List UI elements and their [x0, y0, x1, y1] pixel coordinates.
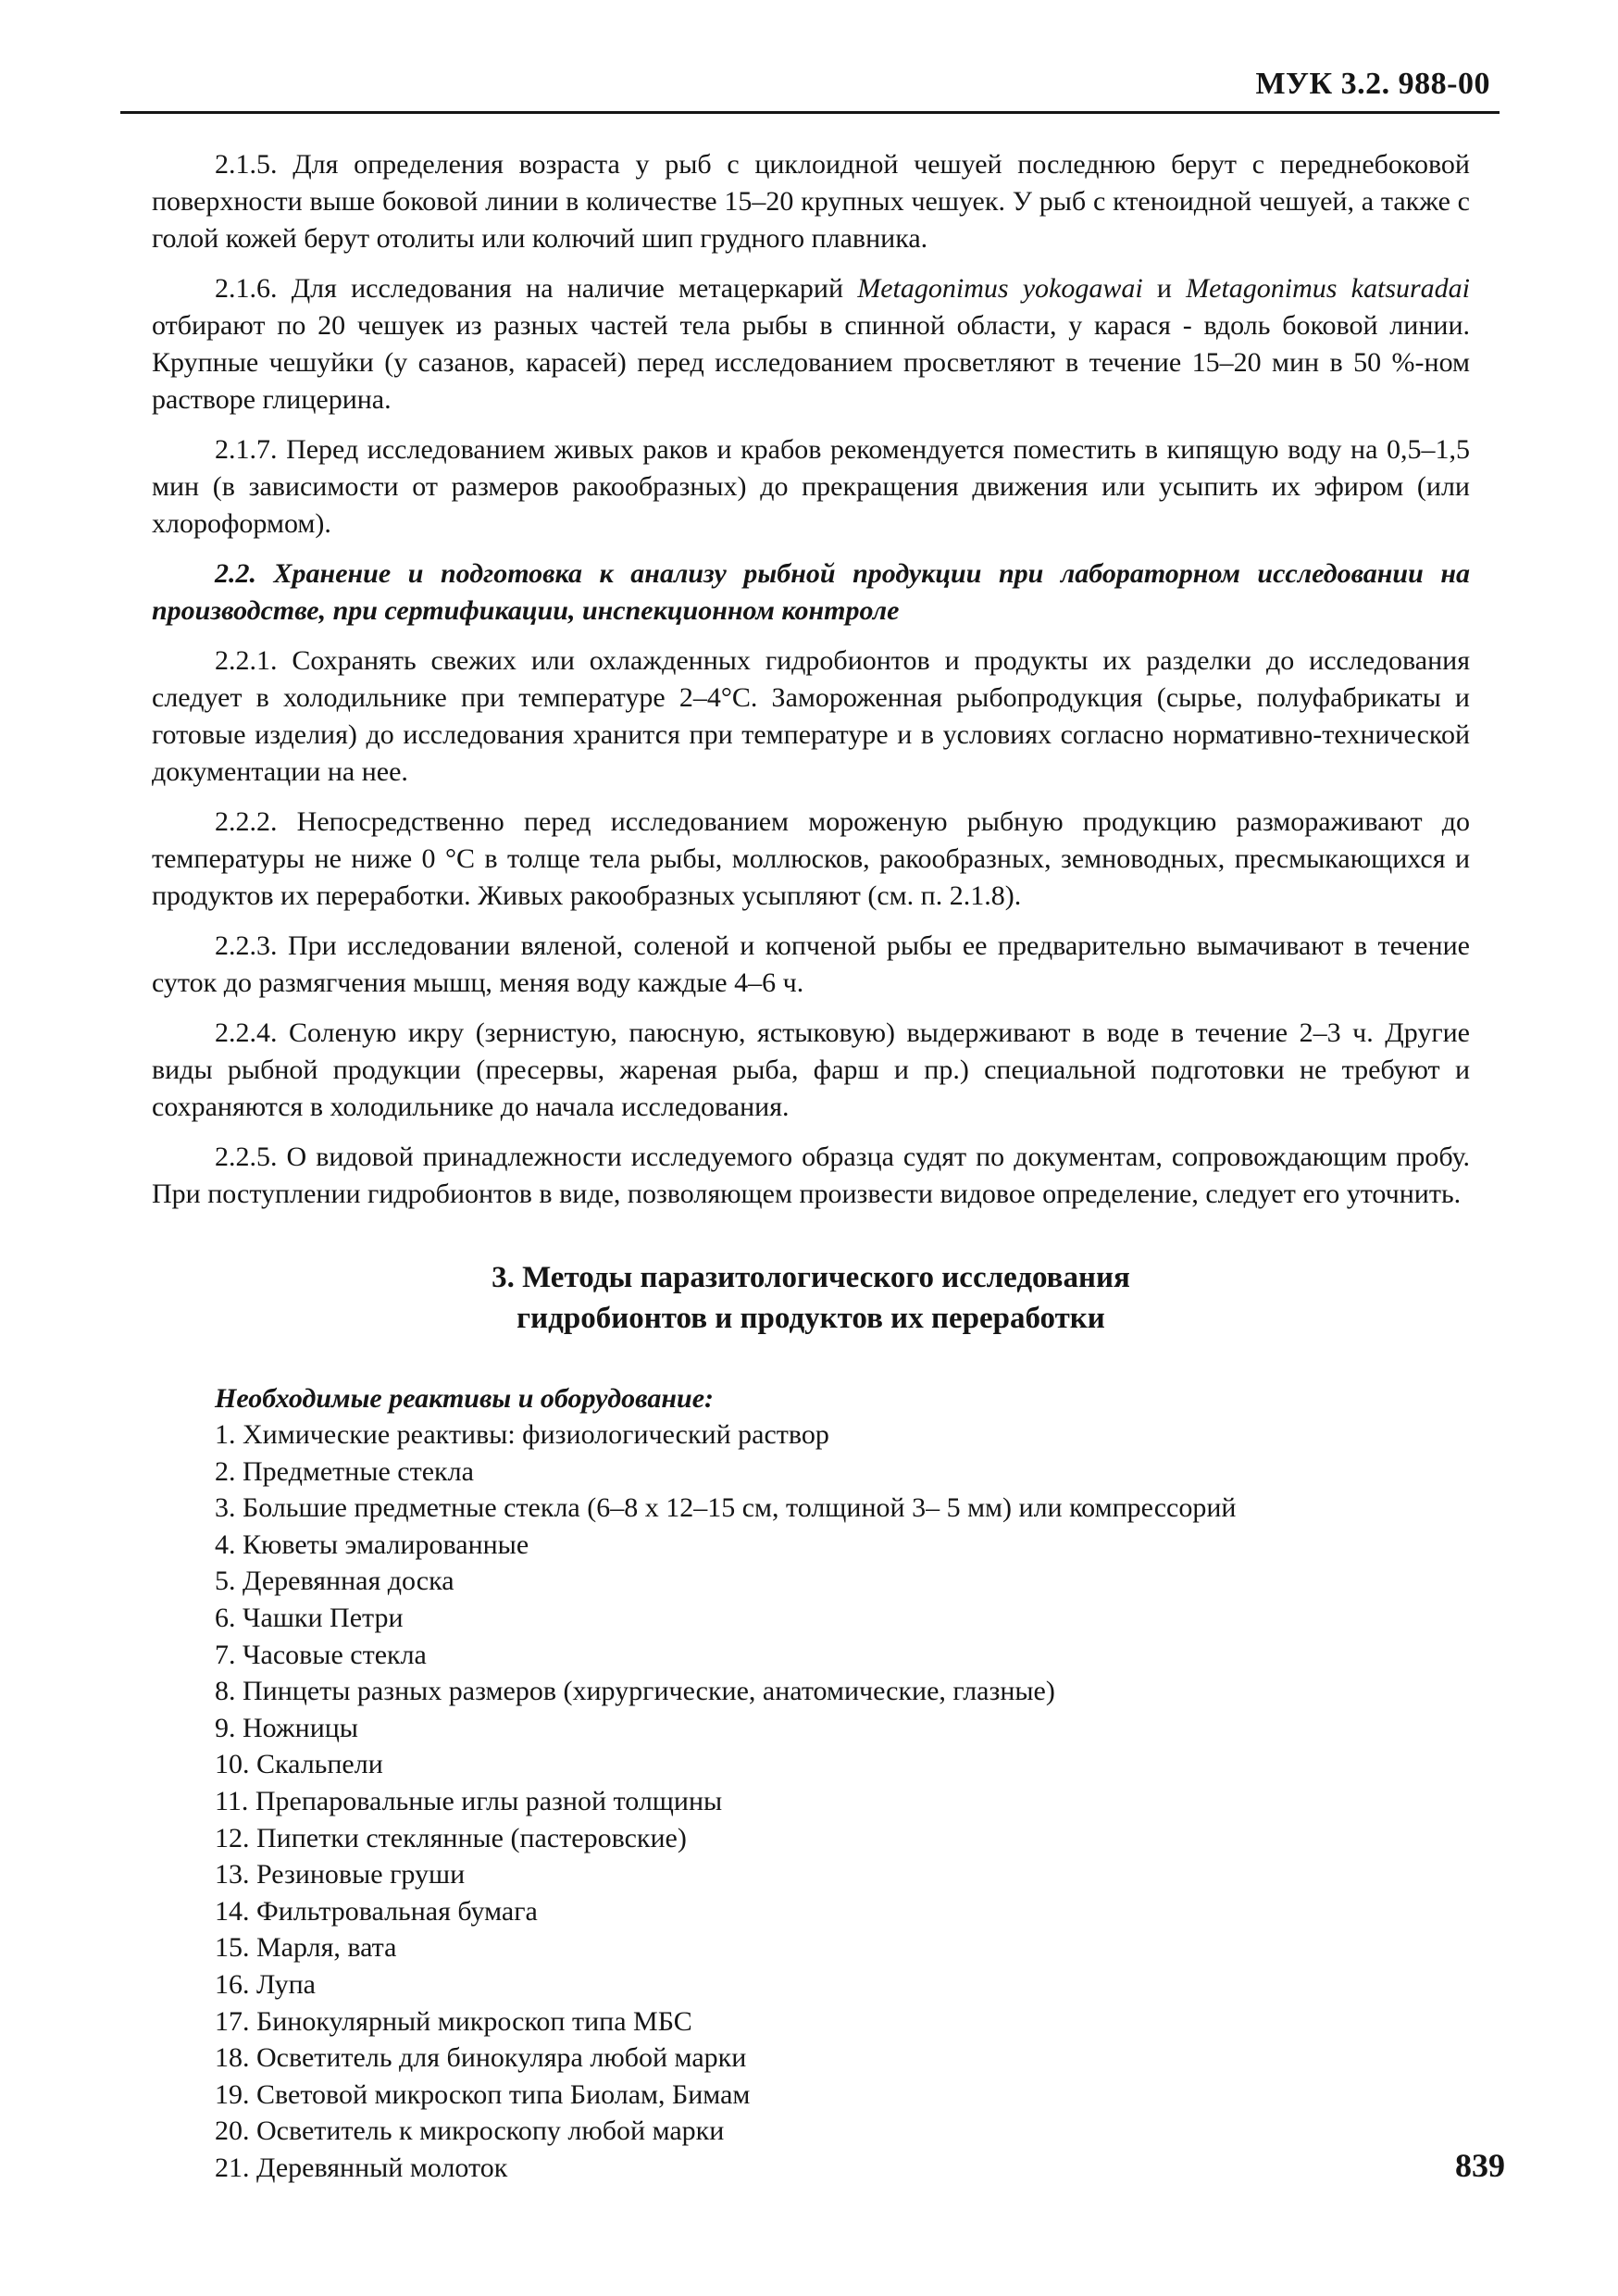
section-3-title — [152, 1257, 1470, 1339]
paragraph-2-1-6-conjunction: и — [1142, 273, 1187, 304]
list-item: 14. Фильтровальная бумага — [215, 1895, 538, 1927]
list-item: 21. Деревянный молоток — [215, 2152, 508, 2183]
page-number: 839 — [1455, 2147, 1505, 2184]
list-item: 9. Ножницы — [215, 1712, 358, 1743]
list-item: 3. Большие предметные стекла (6–8 х 12–15 см, толщиной 3– 5 мм) или компрессорий — [215, 1492, 1237, 1524]
list-item: 20. Осветитель к микроскопу любой марки — [215, 2115, 725, 2147]
paragraph-2-2-5: 2.2.5. О видовой принадлежности исследуемого образца судят по документам, сопровождающим пробу. При поступлении гидробионтов в виде, позволяющем произвести видовое определение, следует его уточнить. — [152, 1142, 1470, 1209]
species-name-yokogawai: Metagonimus yokogawai — [857, 273, 1143, 304]
list-item: 10. Скальпели — [215, 1749, 383, 1780]
document-code-header: МУК 3.2. 988-00 — [1255, 67, 1490, 101]
paragraph-2-1-6-start: 2.1.6. Для исследования на наличие метацеркарий — [215, 273, 858, 304]
list-item: 7. Часовые стекла — [215, 1639, 427, 1670]
section-3-title-line-1: 3. Методы паразитологического исследования — [492, 1261, 1130, 1294]
paragraph-2-1-5: 2.1.5. Для определения возраста у рыб с циклоидной чешуей последнюю берут с переднебоковой поверхности выше боковой линии в количестве 15–20 крупных чешуек. У рыб с ктеноидной чешуей, а также с голой кожей берут отолиты или колючий шип грудного плавника. — [152, 149, 1470, 254]
paragraph-2-2-2: 2.2.2. Непосредственно перед исследованием мороженую рыбную продукцию размораживают до температуры не ниже 0 °С в толще тела рыбы, моллюсков, ракообразных, земноводных, пресмыкающихся и продуктов их переработки. Живых ракообразных усыпляют (см. п. 2.1.8). — [152, 806, 1470, 911]
list-item: 5. Деревянная доска — [215, 1566, 454, 1597]
list-item: 2. Предметные стекла — [215, 1455, 474, 1487]
paragraph-2-2-1: 2.2.1. Сохранять свежих или охлажденных гидробионтов и продукты их разделки до исследования следует в холодильнике при температуре 2–4°С. Замороженная рыбопродукция (сырье, полуфабрикаты и готовые изделия) до исследования хранится при температуре и в условиях согласно нормативно-технической документации на нее. — [152, 645, 1470, 787]
section-3-title-line-2: гидробионтов и продуктов их переработки — [517, 1302, 1105, 1335]
equipment-heading: Необходимые реактивы и оборудование: — [215, 1383, 715, 1414]
list-item: 8. Пинцеты разных размеров (хирургические, анатомические, глазные) — [215, 1676, 1055, 1707]
list-item: 11. Препаровальные иглы разной толщины — [215, 1785, 723, 1816]
paragraph-2-2-4: 2.2.4. Соленую икру (зернистую, паюсную, ястыковую) выдерживают в воде в течение 2–3 ч. Другие виды рыбной продукции (пресервы, жареная рыба, фарш и пр.) специальной подготовки не требуют и сохраняются в холодильнике до начала исследования. — [152, 1017, 1470, 1122]
equipment-list — [152, 1416, 1470, 2186]
list-item: 15. Марля, вата — [215, 1932, 397, 1964]
list-item: 13. Резиновые груши — [215, 1859, 466, 1890]
paragraph-2-1-6-rest: отбирают по 20 чешуек из разных частей тела рыбы в спинной области, у карася - вдоль боковой линии. Крупные чешуйки (у сазанов, карасей) перед исследованием просветляют в течение 15–20 мин в 50 %-ном растворе глицерина. — [152, 310, 1470, 415]
subsection-heading-2-2: 2.2. Хранение и подготовка к анализу рыбной продукции при лабораторном исследовании на производстве, при сертификации, инспекционном контроле — [152, 558, 1470, 626]
list-item: 4. Кюветы эмалированные — [215, 1529, 529, 1560]
paragraph-2-1-7: 2.1.7. Перед исследованием живых раков и крабов рекомендуется поместить в кипящую воду на 0,5–1,5 мин (в зависимости от размеров ракообразных) до прекращения движения или усыпить их эфиром (или хлороформом). — [152, 434, 1470, 539]
paragraph-2-2-3: 2.2.3. При исследовании вяленой, соленой и копченой рыбы ее предварительно вымачивают в течение суток до размягчения мышц, меняя воду каждые 4–6 ч. — [152, 930, 1470, 998]
header-rule — [120, 111, 1500, 114]
list-item: 6. Чашки Петри — [215, 1602, 404, 1633]
paragraph-2-1-6 — [152, 270, 1470, 418]
list-item: 12. Пипетки стеклянные (пастеровские) — [215, 1822, 687, 1853]
list-item: 18. Осветитель для бинокуляра любой марки — [215, 2042, 747, 2074]
list-item: 17. Бинокулярный микроскоп типа МБС — [215, 2005, 692, 2037]
species-name-katsuradai: Metagonimus katsuradai — [1186, 273, 1470, 304]
page-content — [152, 146, 1470, 2186]
list-item: 1. Химические реактивы: физиологический раствор — [215, 1419, 829, 1450]
list-item: 19. Световой микроскоп типа Биолам, Бимам — [215, 2078, 751, 2110]
list-item: 16. Лупа — [215, 1968, 316, 2000]
